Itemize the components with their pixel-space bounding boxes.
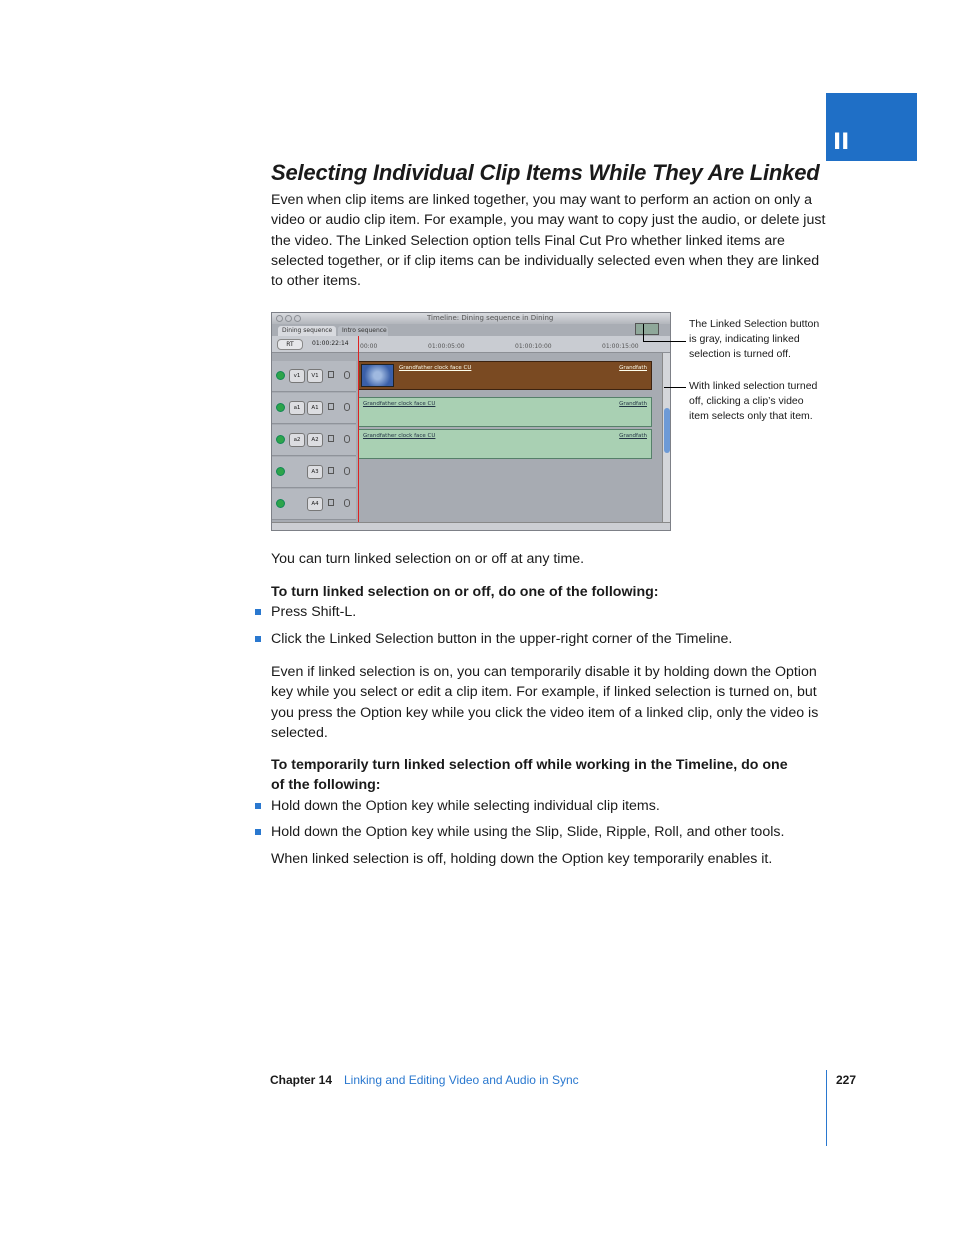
callout-video-item: With linked selection turned off, clicking a clip’s video item selects only that item.: [689, 380, 818, 422]
lock-icon: [328, 403, 334, 410]
closing-paragraph: When linked selection is off, holding down the Option key temporarily enables it.: [271, 851, 773, 867]
speaker-icon: [276, 435, 285, 444]
window-title: Timeline: Dining sequence in Dining: [427, 314, 554, 322]
track-header-a1: [272, 393, 356, 424]
clip-name-end: Grandfath: [619, 433, 647, 439]
dest-track: V1: [307, 369, 323, 383]
track-header-a2: [272, 425, 356, 456]
intro-paragraph: Even when clip items are linked together, you may want to perform an action on only a video or audio clip item. For example, you may want to copy just the audio, or delete just the video. The Linked Selection option tells Final Cut Pro whether linked items are selected together, or if clip items can be individually selected even when they are linked to other items.: [271, 192, 826, 290]
clip-name: Grandfather clock face CU: [363, 401, 436, 407]
lock-icon: [328, 435, 334, 442]
clip-name: Grandfather clock face CU: [399, 365, 472, 371]
task1-heading: To turn linked selection on or off, do one of the following:: [271, 584, 659, 600]
section-heading: Selecting Individual Clip Items While They Are Linked: [271, 160, 820, 185]
speaker-icon: [276, 499, 285, 508]
speaker-icon: [276, 403, 285, 412]
auto-select-icon: [344, 435, 350, 443]
bullet-icon: [255, 829, 261, 835]
auto-select-icon: [344, 403, 350, 411]
ruler-tick: 00:00: [360, 343, 378, 350]
clip-name-end: Grandfath: [619, 401, 647, 407]
track-visibility-icon: [276, 371, 285, 380]
part-number: II: [833, 130, 850, 155]
lock-icon: [328, 371, 334, 378]
tab-intro-sequence: Intro sequence: [338, 326, 388, 336]
dest-track: A2: [307, 433, 323, 447]
dest-track: A1: [307, 401, 323, 415]
lock-icon: [328, 467, 334, 474]
tab-dining-sequence: Dining sequence: [278, 326, 336, 336]
footer-chapter-title: Linking and Editing Video and Audio in Sync: [344, 1073, 579, 1087]
dest-track: A4: [307, 497, 323, 511]
linked-selection-button: [635, 323, 659, 335]
after-figure-text: You can turn linked selection on or off at any time.: [271, 551, 585, 567]
vertical-scrollbar: [662, 353, 671, 523]
scroll-thumb: [664, 408, 670, 453]
zoom-dot-icon: [294, 315, 301, 322]
audio-clip-a1: [358, 397, 652, 427]
window-titlebar: [272, 313, 670, 324]
callout-leader: [643, 341, 686, 342]
middle-paragraph: Even if linked selection is on, you can temporarily disable it by holding down the Option key while you select or edit a clip item. For example, if linked selection is turned on, but you press the Option key while you click the video item of a linked clip, only the video is selected.: [271, 664, 819, 741]
auto-select-icon: [344, 499, 350, 507]
horizontal-scrollbar: [272, 522, 670, 531]
track-header-v1: [272, 361, 356, 392]
callout-linked-button: The Linked Selection button is gray, indicating linked selection is turned off.: [689, 318, 820, 360]
footer-rule: [826, 1070, 827, 1146]
bullet-icon: [255, 803, 261, 809]
close-dot-icon: [276, 315, 283, 322]
footer-chapter: Chapter 14: [270, 1073, 333, 1087]
rt-menu: RT: [277, 339, 303, 350]
ruler-tick: 01:00:10:00: [515, 343, 552, 350]
page-number: 227: [836, 1073, 857, 1087]
bullet-icon: [255, 609, 261, 615]
list-item: Hold down the Option key while using the Slip, Slide, Ripple, Roll, and other tools.: [271, 822, 831, 842]
task2-heading: To temporarily turn linked selection off while working in the Timeline, do one of the following:: [271, 757, 788, 794]
video-clip: [358, 361, 652, 390]
track-header-a4: [272, 489, 356, 520]
ruler-tick: 01:00:05:00: [428, 343, 465, 350]
audio-clip-a2: [358, 429, 652, 459]
minimize-dot-icon: [285, 315, 292, 322]
playhead: [358, 336, 359, 531]
part-tab: [826, 93, 917, 161]
list-item: Click the Linked Selection button in the upper-right corner of the Timeline.: [271, 629, 831, 649]
callout-leader: [643, 324, 644, 342]
auto-select-icon: [344, 371, 350, 379]
source-patch: v1: [289, 369, 305, 383]
clip-name-end: Grandfath: [619, 365, 647, 371]
sequence-tabs: [272, 324, 670, 336]
clip-name: Grandfather clock face CU: [363, 433, 436, 439]
track-header-a3: [272, 457, 356, 488]
bullet-icon: [255, 636, 261, 642]
list-item: Press Shift-L.: [271, 602, 831, 622]
timeline-screenshot: [271, 312, 671, 531]
time-ruler: [272, 336, 670, 353]
dest-track: A3: [307, 465, 323, 479]
list-item: Hold down the Option key while selecting individual clip items.: [271, 796, 831, 816]
speaker-icon: [276, 467, 285, 476]
source-patch: a2: [289, 433, 305, 447]
source-patch: a1: [289, 401, 305, 415]
ruler-tick: 01:00:15:00: [602, 343, 639, 350]
current-timecode: 01:00:22:14: [312, 340, 349, 347]
auto-select-icon: [344, 467, 350, 475]
callout-leader: [664, 387, 686, 388]
lock-icon: [328, 499, 334, 506]
clip-thumbnail: [361, 364, 394, 387]
